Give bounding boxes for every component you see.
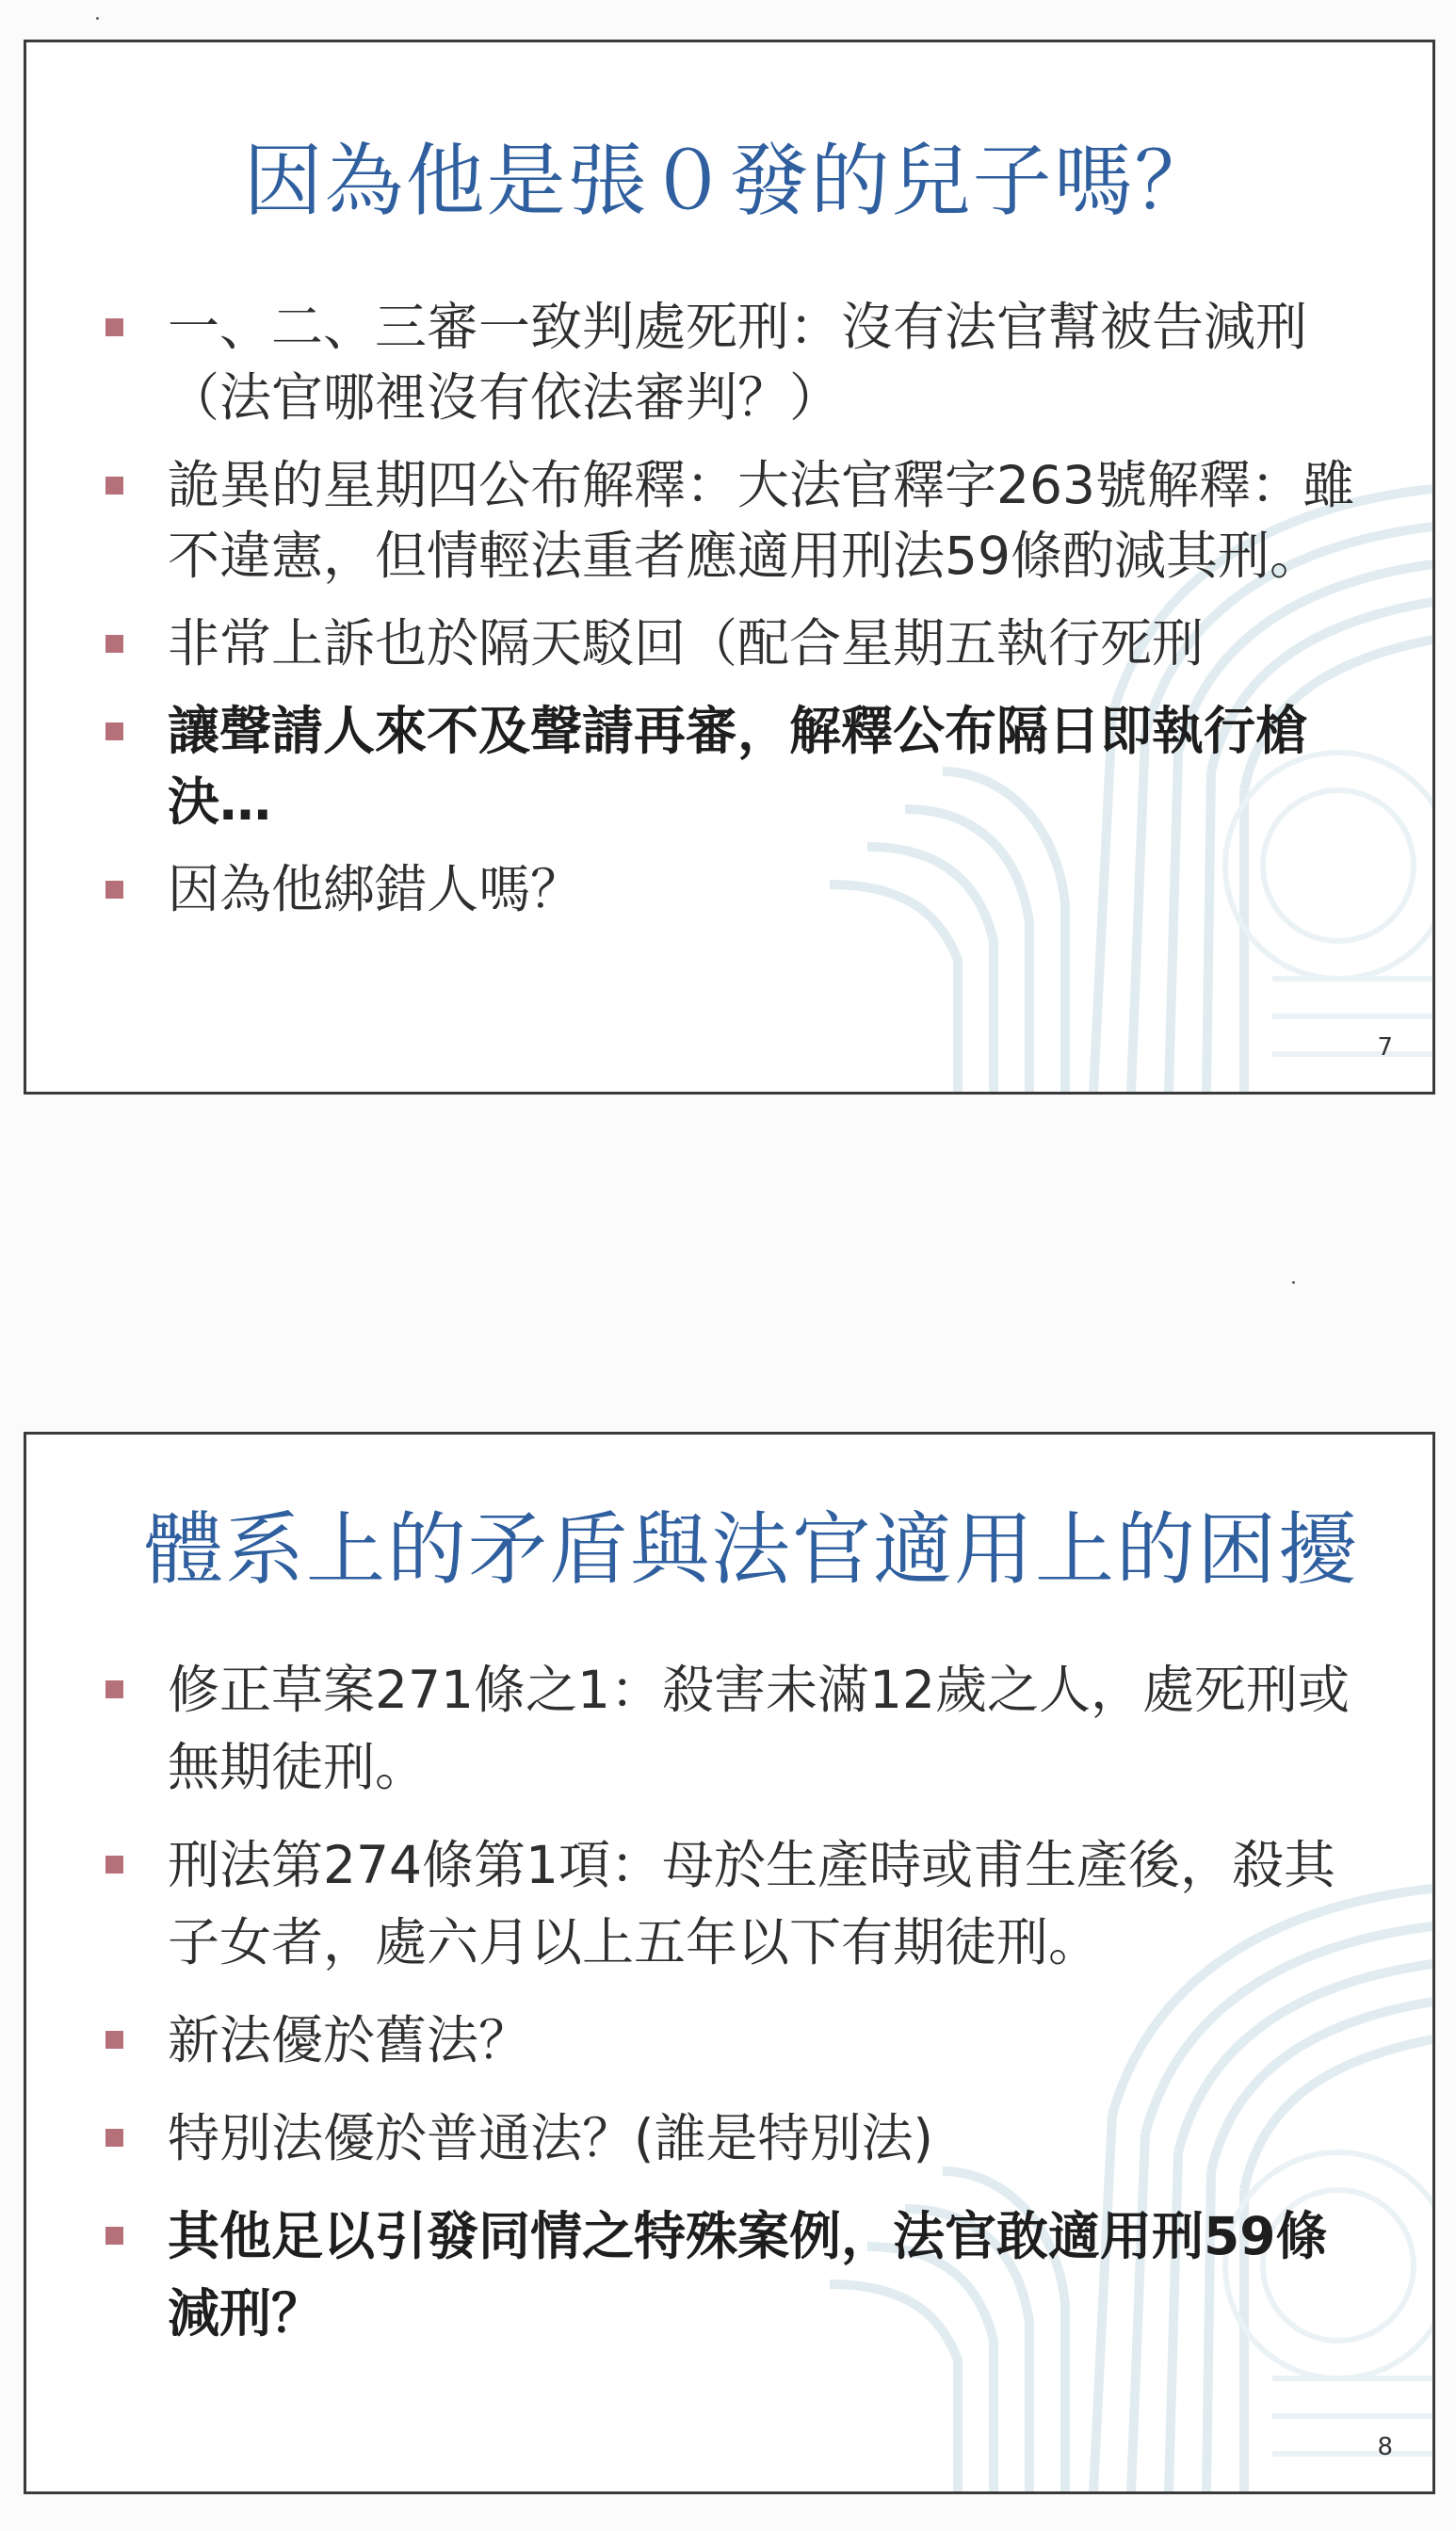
square-bullet-icon <box>105 477 123 495</box>
page-number: 7 <box>1377 1033 1393 1062</box>
bullet-item <box>85 696 1375 837</box>
bullet-text: 詭異的星期四公布解釋：大法官釋字263號解釋：雖不違憲，但情輕法重者應適用刑法59條酌減其刑。 <box>168 455 1354 586</box>
bullet-text: 特別法優於普通法？(誰是特別法) <box>168 2108 933 2168</box>
square-bullet-icon <box>105 2129 123 2147</box>
bullet-text: 刑法第274條第1項：母於生產時或甫生產後，殺其子女者，處六月以上五年以下有期徒刑。 <box>168 1835 1335 1972</box>
bullet-item <box>85 292 1375 433</box>
slide-title: 體系上的矛盾與法官適用上的困擾 <box>144 1503 1360 1596</box>
bullet-item <box>85 608 1375 679</box>
bullet-list <box>85 1651 1375 2373</box>
scan-speck <box>96 17 99 20</box>
bullet-text: 新法優於舊法？ <box>168 2010 531 2070</box>
bullet-item <box>85 1651 1375 1806</box>
bullet-item <box>85 2198 1375 2352</box>
bullet-item <box>85 2002 1375 2079</box>
square-bullet-icon <box>105 635 123 653</box>
slide-title: 因為他是張０發的兒子嗎？ <box>243 135 1216 227</box>
bullet-text: 非常上訴也於隔天駁回（配合星期五執行死刑 <box>168 613 1205 673</box>
slide-7 <box>24 40 1435 1095</box>
bullet-item <box>85 1826 1375 1981</box>
scan-speck <box>1292 1281 1295 1284</box>
bullet-list <box>85 292 1375 942</box>
bullet-text: 讓聲請人來不及聲請再審，解釋公布隔日即執行槍決… <box>168 701 1308 832</box>
page-number: 8 <box>1377 2433 1393 2461</box>
square-bullet-icon <box>105 1856 123 1874</box>
slide-8 <box>24 1432 1435 2494</box>
square-bullet-icon <box>105 2031 123 2049</box>
square-bullet-icon <box>105 722 123 740</box>
bullet-item <box>85 854 1375 925</box>
bullet-text: 因為他綁錯人嗎？ <box>168 859 583 919</box>
bullet-item <box>85 2100 1375 2177</box>
bullet-text: 修正草案271條之1：殺害未滿12歲之人，處死刑或無期徒刑。 <box>168 1660 1350 1797</box>
square-bullet-icon <box>105 2227 123 2245</box>
square-bullet-icon <box>105 318 123 336</box>
square-bullet-icon <box>105 881 123 899</box>
square-bullet-icon <box>105 1680 123 1698</box>
bullet-text: 一、二、三審一致判處死刑：沒有法官幫被告減刑（法官哪裡沒有依法審判？） <box>168 297 1308 428</box>
bullet-text: 其他足以引發同情之特殊案例，法官敢適用刑59條減刑？ <box>168 2206 1328 2344</box>
bullet-item <box>85 450 1375 592</box>
